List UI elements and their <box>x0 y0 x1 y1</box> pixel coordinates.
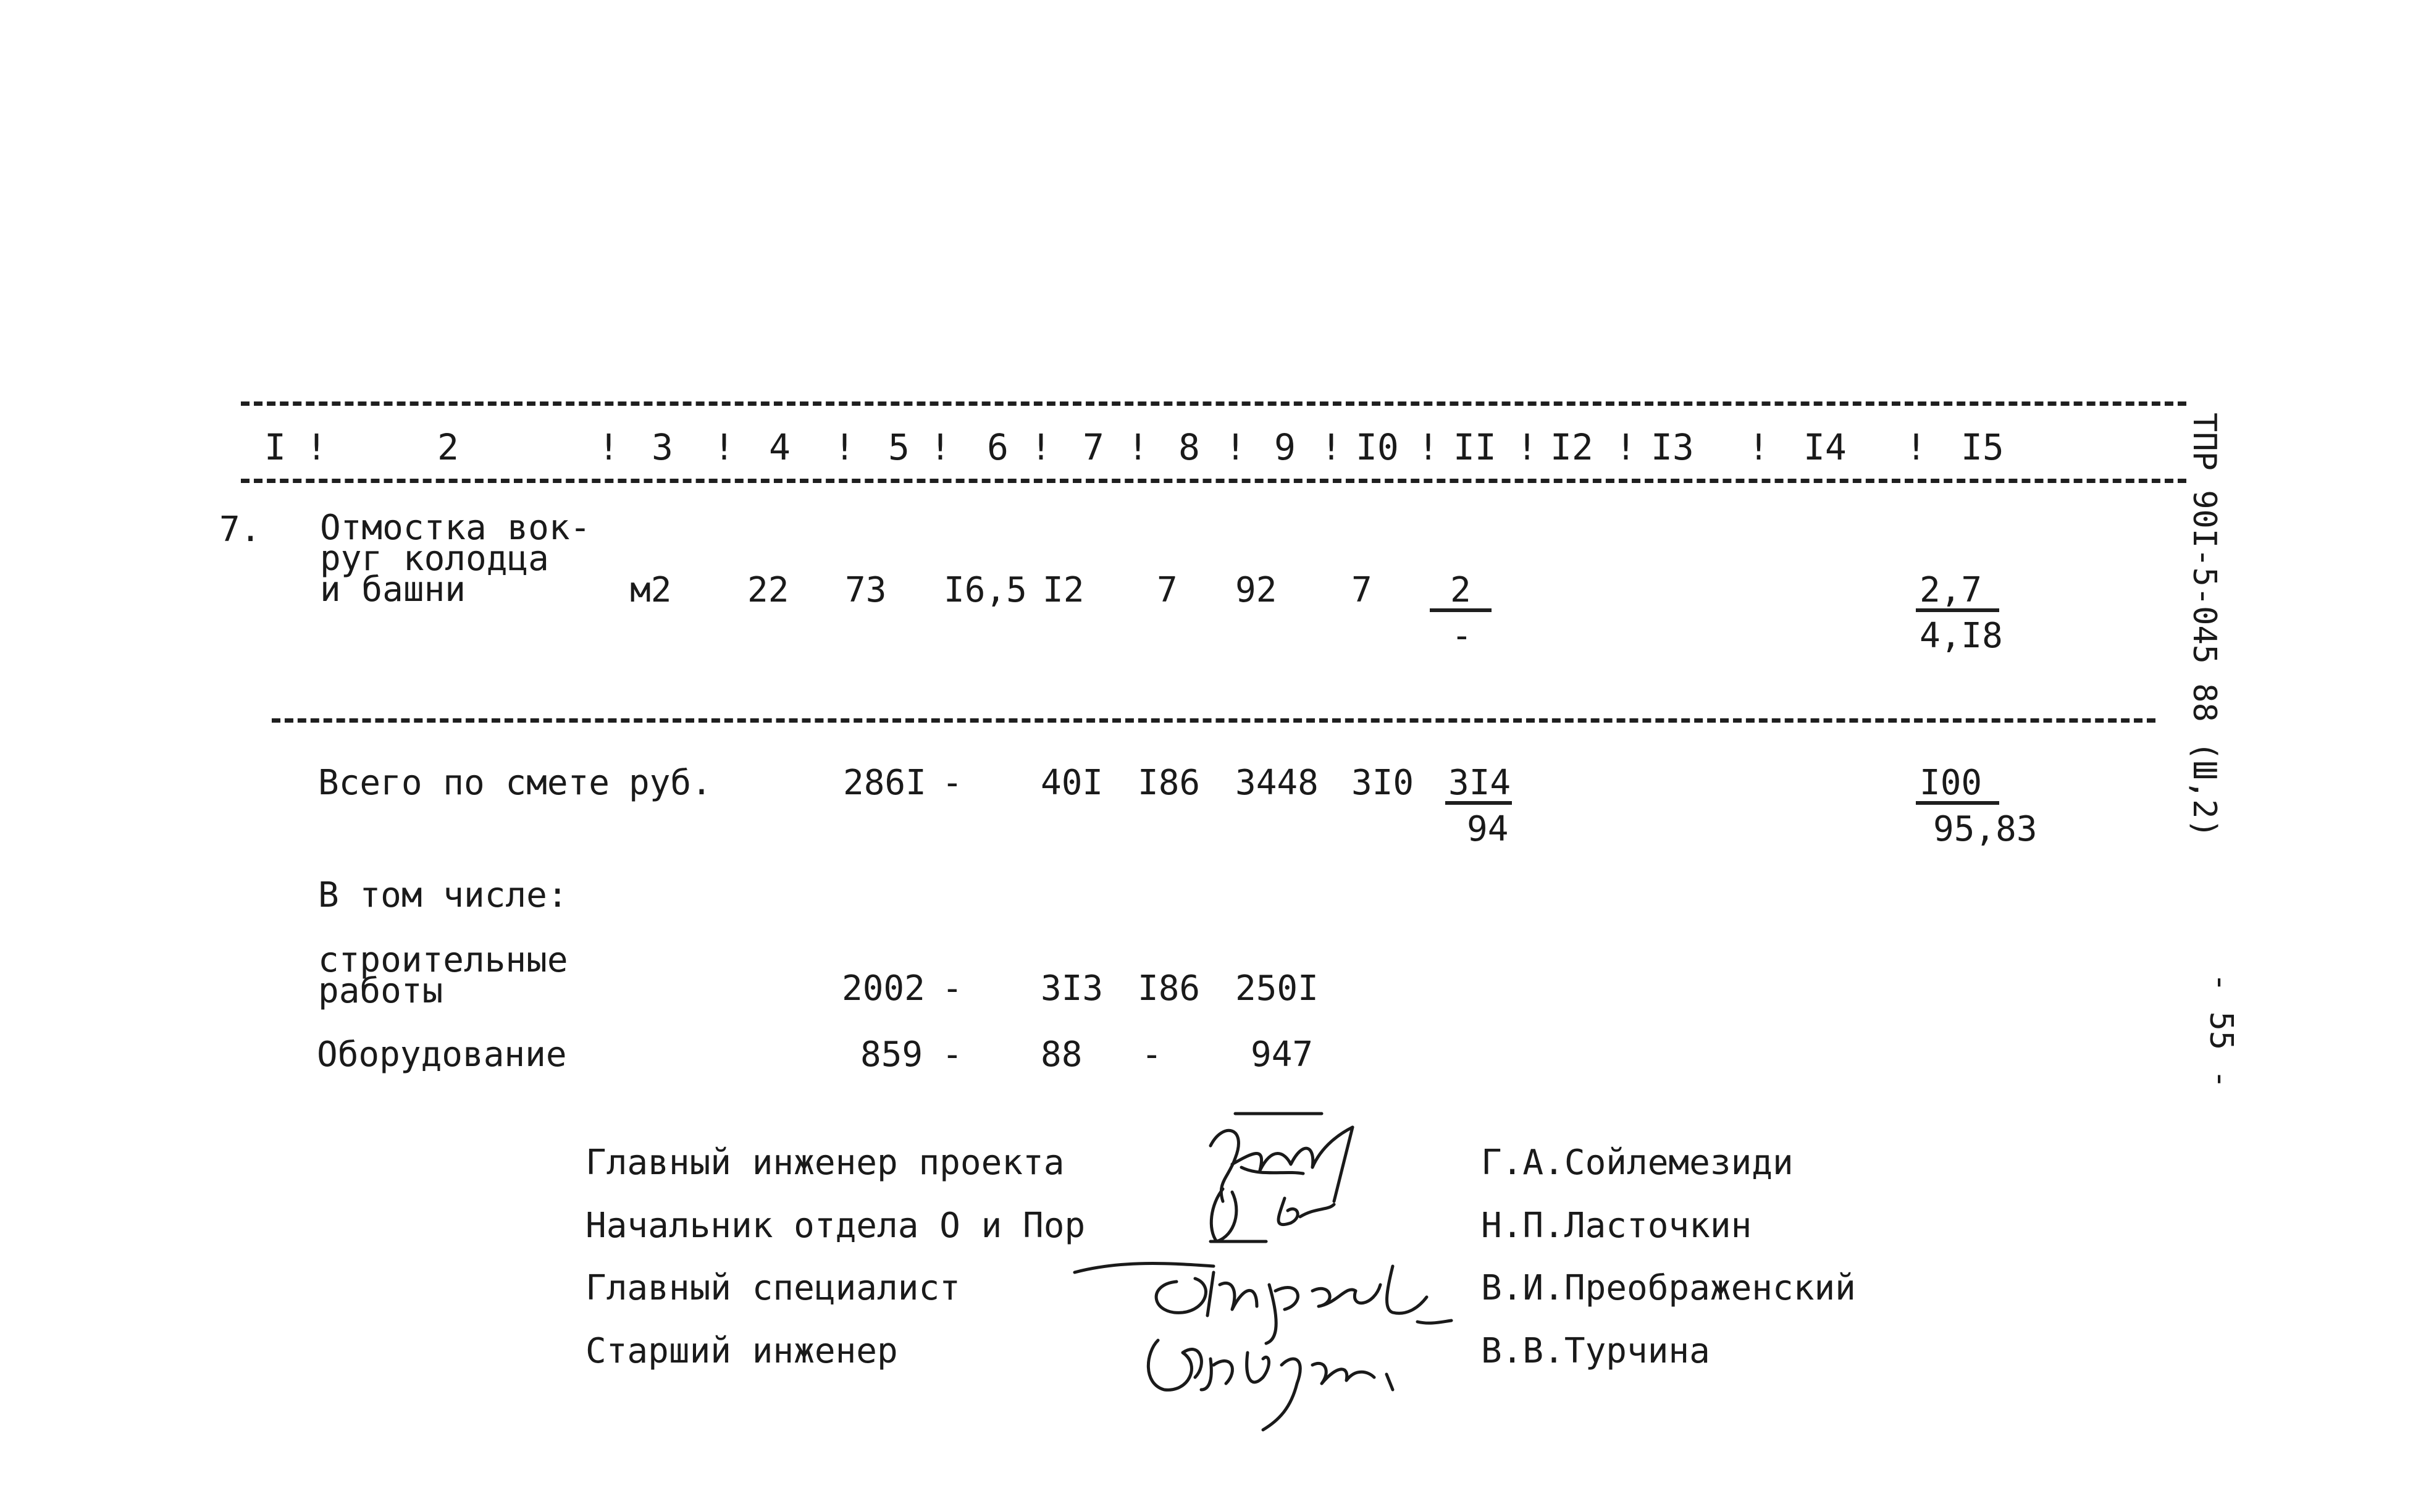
col-separator: ! <box>930 426 951 468</box>
signer-position: Главный инженер проекта <box>585 1143 1065 1183</box>
total-col-6: - <box>942 763 963 803</box>
fraction-line <box>1916 801 1999 805</box>
col-separator: ! <box>1748 426 1769 468</box>
col-separator: ! <box>1516 426 1538 468</box>
cell-col-10: 7 <box>1351 570 1372 610</box>
col-separator: ! <box>598 426 619 468</box>
item-name-line: Отмостка вок- <box>320 508 591 548</box>
page-number: - 55 - <box>2202 973 2239 1089</box>
cell-col-11-top: 2 <box>1450 570 1471 610</box>
equipment-col-6: - <box>942 1035 963 1075</box>
total-col-8: I86 <box>1138 763 1201 803</box>
handwritten-signature <box>1139 1316 1399 1433</box>
cell-col-7: I2 <box>1043 570 1085 610</box>
col-header-13: I3 <box>1651 426 1694 468</box>
total-col-11-top: 3I4 <box>1448 763 1511 803</box>
col-separator: ! <box>1905 426 1927 468</box>
signer-name: В.В.Турчина <box>1481 1331 1710 1371</box>
cell-col-6: I6,5 <box>944 570 1027 610</box>
cell-col-5: 73 <box>845 570 887 610</box>
table-top-rule <box>241 401 2186 406</box>
col-header-3: 3 <box>652 426 673 468</box>
handwritten-signature <box>1198 1180 1359 1248</box>
equipment-col-9: 947 <box>1251 1035 1314 1075</box>
col-separator: ! <box>1030 426 1052 468</box>
signer-name: Н.П.Ласточкин <box>1481 1206 1752 1246</box>
total-unit: руб. <box>629 763 712 803</box>
fraction-line <box>1430 608 1492 612</box>
construction-label-line: строительные <box>318 940 568 980</box>
col-separator: ! <box>1320 426 1342 468</box>
col-separator: ! <box>834 426 855 468</box>
signer-name: Г.А.Сойлемезиди <box>1481 1143 1794 1183</box>
col-separator: ! <box>713 426 735 468</box>
including-label: В том числе: <box>318 875 568 915</box>
col-header-15: I5 <box>1961 426 2004 468</box>
fraction-line <box>1916 608 1999 612</box>
col-header-14: I4 <box>1803 426 1847 468</box>
col-header-7: 7 <box>1083 426 1104 468</box>
cell-col-9: 92 <box>1235 570 1277 610</box>
total-label: Всего по смете <box>318 763 610 803</box>
item-name-line: руг колодца <box>320 539 549 579</box>
equipment-label: Оборудование <box>317 1035 567 1075</box>
signer-position: Главный специалист <box>585 1268 960 1308</box>
col-header-9: 9 <box>1274 426 1296 468</box>
col-separator: ! <box>1127 426 1149 468</box>
construction-col-9: 250I <box>1235 968 1319 1009</box>
col-header-5: 5 <box>888 426 910 468</box>
col-header-4: 4 <box>769 426 791 468</box>
header-bottom-rule <box>241 479 2186 483</box>
total-col-15-top: I00 <box>1920 763 1983 803</box>
equipment-col-8: - <box>1141 1035 1162 1075</box>
col-header-12: I2 <box>1550 426 1593 468</box>
unit-cell: м2 <box>630 570 672 610</box>
item-name-line: и башни <box>320 569 466 610</box>
fraction-line <box>1445 801 1512 805</box>
total-col-5: 286I <box>843 763 926 803</box>
col-header-8: 8 <box>1178 426 1200 468</box>
col-separator: ! <box>1615 426 1637 468</box>
construction-col-5: 2002 <box>842 968 925 1009</box>
construction-label-line: работы <box>318 971 443 1011</box>
col-header-10: I0 <box>1356 426 1399 468</box>
equipment-col-5: 859 <box>860 1035 923 1075</box>
col-header-1: I <box>264 426 286 468</box>
cell-col-4: 22 <box>747 570 789 610</box>
col-separator: ! <box>1417 426 1439 468</box>
cell-col-15-top: 2,7 <box>1920 570 1983 610</box>
equipment-col-7: 88 <box>1041 1035 1083 1075</box>
total-col-10: 3I0 <box>1351 763 1414 803</box>
signer-position: Старший инженер <box>585 1331 898 1371</box>
document-code: ТПР 90I-5-045 88 (Ш,2) <box>2186 413 2223 838</box>
total-col-7: 40I <box>1041 763 1104 803</box>
col-header-11: II <box>1453 426 1496 468</box>
total-col-11-bottom: 94 <box>1467 809 1509 849</box>
construction-col-7: 3I3 <box>1041 968 1104 1009</box>
total-col-9: 3448 <box>1235 763 1319 803</box>
cell-col-11-bottom: - <box>1451 616 1472 656</box>
signer-position: Начальник отдела О и Пор <box>585 1206 1086 1246</box>
col-separator: ! <box>306 426 327 468</box>
col-separator: ! <box>1225 426 1246 468</box>
cell-col-15-bottom: 4,I8 <box>1920 616 2003 656</box>
cell-col-8: 7 <box>1157 570 1178 610</box>
total-col-15-bottom: 95,83 <box>1933 809 2037 849</box>
construction-col-8: I86 <box>1138 968 1201 1009</box>
section-rule <box>272 718 2155 723</box>
col-header-2: 2 <box>437 426 459 468</box>
col-header-6: 6 <box>987 426 1009 468</box>
construction-col-6: - <box>942 968 963 1009</box>
signer-name: В.И.Преображенский <box>1481 1268 1856 1308</box>
row-number: 7. <box>219 510 261 550</box>
